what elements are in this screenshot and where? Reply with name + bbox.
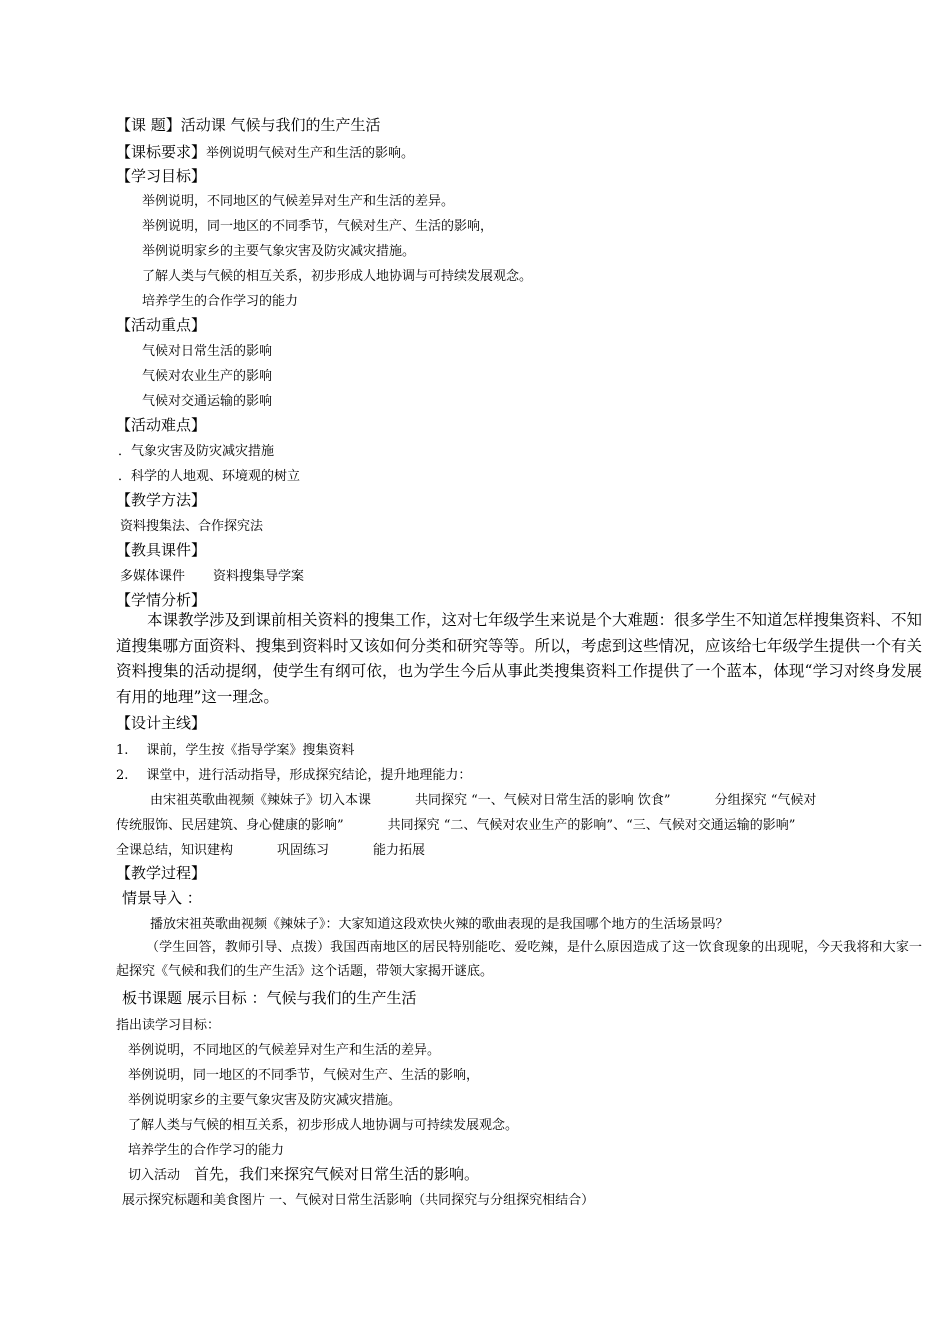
- flow-line: [116, 819, 795, 832]
- flow-step: 由宋祖英歌曲视频《辣妹子》切入本课: [150, 793, 372, 808]
- key-points-heading: 【活动重点】: [116, 316, 207, 334]
- goal-item: 了解人类与气候的相互关系，初步形成人地协调与可持续发展观念。: [128, 1118, 519, 1133]
- difficulty-item: ．科学的人地观、环境观的树立: [118, 469, 301, 484]
- intro-line: 播放宋祖英歌曲视频《辣妹子》：大家知道这段欢快火辣的歌曲表现的是我国哪个地方的生活场景吗？: [150, 917, 729, 932]
- design-heading: 【设计主线】: [116, 714, 207, 732]
- flow-step: 共同探究 “二、气候对农业生产的影响”、“三、气候对交通运输的影响”: [387, 818, 796, 833]
- flow-line: [116, 844, 425, 857]
- cut-in-line: [128, 1166, 479, 1182]
- cut-in-label: 切入活动: [128, 1168, 181, 1183]
- design-step-number: 1.: [116, 743, 129, 758]
- design-step: [116, 769, 471, 782]
- intro-label: 情景导入 ：: [122, 889, 202, 907]
- tools-line: [120, 570, 304, 583]
- design-step-number: 2.: [116, 768, 129, 783]
- flow-step: 能力拓展: [373, 843, 426, 858]
- standard-heading: 【课标要求】: [116, 143, 207, 161]
- method-heading: 【教学方法】: [116, 491, 207, 509]
- intro-paragraph: （学生回答，教师引导、点拨）我国西南地区的居民特别能吃、爱吃辣，是什么原因造成了这一饮食现象的出现呢，今天我将和大家一起探究《气候和我们的生产生活》这个话题，带领大家揭开谜底。: [116, 940, 922, 979]
- key-point-item: 气候对交通运输的影响: [142, 394, 273, 409]
- goal-item: 举例说明，同一地区的不同季节，气候对生产、生活的影响，: [142, 219, 494, 234]
- flow-step: 全课总结，知识建构: [116, 843, 234, 858]
- goal-item: 举例说明家乡的主要气象灾害及防灾减灾措施。: [128, 1093, 402, 1108]
- cut-in-text: 首先，我们来探究气候对日常生活的影响。: [194, 1165, 480, 1183]
- goal-item: 举例说明，不同地区的气候差异对生产和生活的差异。: [142, 194, 455, 209]
- method-text: 资料搜集法、合作探究法: [120, 519, 264, 534]
- flow-step: 共同探究 “一、气候对日常生活的影响 饮食”: [415, 793, 671, 808]
- show-topic-line: 展示探究标题和美食图片 一、气候对日常生活影响（共同探究与分组探究相结合）: [122, 1193, 595, 1208]
- tools-heading: 【教具课件】: [116, 541, 207, 559]
- flow-step: 分组探究 “气候对: [714, 793, 817, 808]
- design-step: [116, 744, 354, 757]
- difficulties-heading: 【活动难点】: [116, 416, 207, 434]
- goal-item: 了解人类与气候的相互关系，初步形成人地协调与可持续发展观念。: [142, 269, 533, 284]
- process-heading: 【教学过程】: [116, 864, 207, 882]
- goal-item: 举例说明，同一地区的不同季节，气候对生产、生活的影响，: [128, 1068, 480, 1083]
- flow-step: 传统服饰、民居建筑、身心健康的影响”: [116, 818, 344, 833]
- design-step-text: 课前，学生按《指导学案》搜集资料: [146, 743, 355, 758]
- difficulty-item: ．气象灾害及防灾减灾措施: [118, 444, 275, 459]
- standard-text: 举例说明气候对生产和生活的影响。: [206, 146, 415, 161]
- flow-line: [150, 794, 816, 807]
- goal-item: 培养学生的合作学习的能力: [128, 1143, 285, 1158]
- goals-heading: 【学习目标】: [116, 167, 207, 185]
- tools-item: 资料搜集导学案: [213, 569, 305, 584]
- topic-line: 【课 题】活动课 气候与我们的生产生活: [116, 116, 381, 134]
- standard-line: [116, 144, 414, 160]
- goal-item: 培养学生的合作学习的能力: [142, 294, 299, 309]
- board-title: 板书课题 展示目标 ：气候与我们的生产生活: [122, 989, 417, 1007]
- analysis-heading: 【学情分析】: [116, 591, 207, 609]
- key-point-item: 气候对日常生活的影响: [142, 344, 273, 359]
- key-point-item: 气候对农业生产的影响: [142, 369, 273, 384]
- analysis-paragraph: 本课教学涉及到课前相关资料的搜集工作，这对七年级学生来说是个大难题：很多学生不知道怎样搜集资料、不知道搜集哪方面资料、搜集到资料时又该如何分类和研究等等。所以，考虑到这些情况，应该给七年级学生提供一个有关资料搜集的活动提纲，使学生有纲可依，也为学生今后从事此类搜集资料工作提供了一个蓝本，体现“学习对终身发展有用的地理”这一理念。: [116, 611, 923, 706]
- design-step-text: 课堂中，进行活动指导，形成探究结论，提升地理能力：: [146, 768, 472, 783]
- goal-item: 举例说明家乡的主要气象灾害及防灾减灾措施。: [142, 244, 416, 259]
- goal-item: 举例说明，不同地区的气候差异对生产和生活的差异。: [128, 1043, 441, 1058]
- tools-item: 多媒体课件: [120, 569, 186, 584]
- read-goals-label: 指出读学习目标：: [116, 1018, 221, 1033]
- flow-step: 巩固练习: [277, 843, 330, 858]
